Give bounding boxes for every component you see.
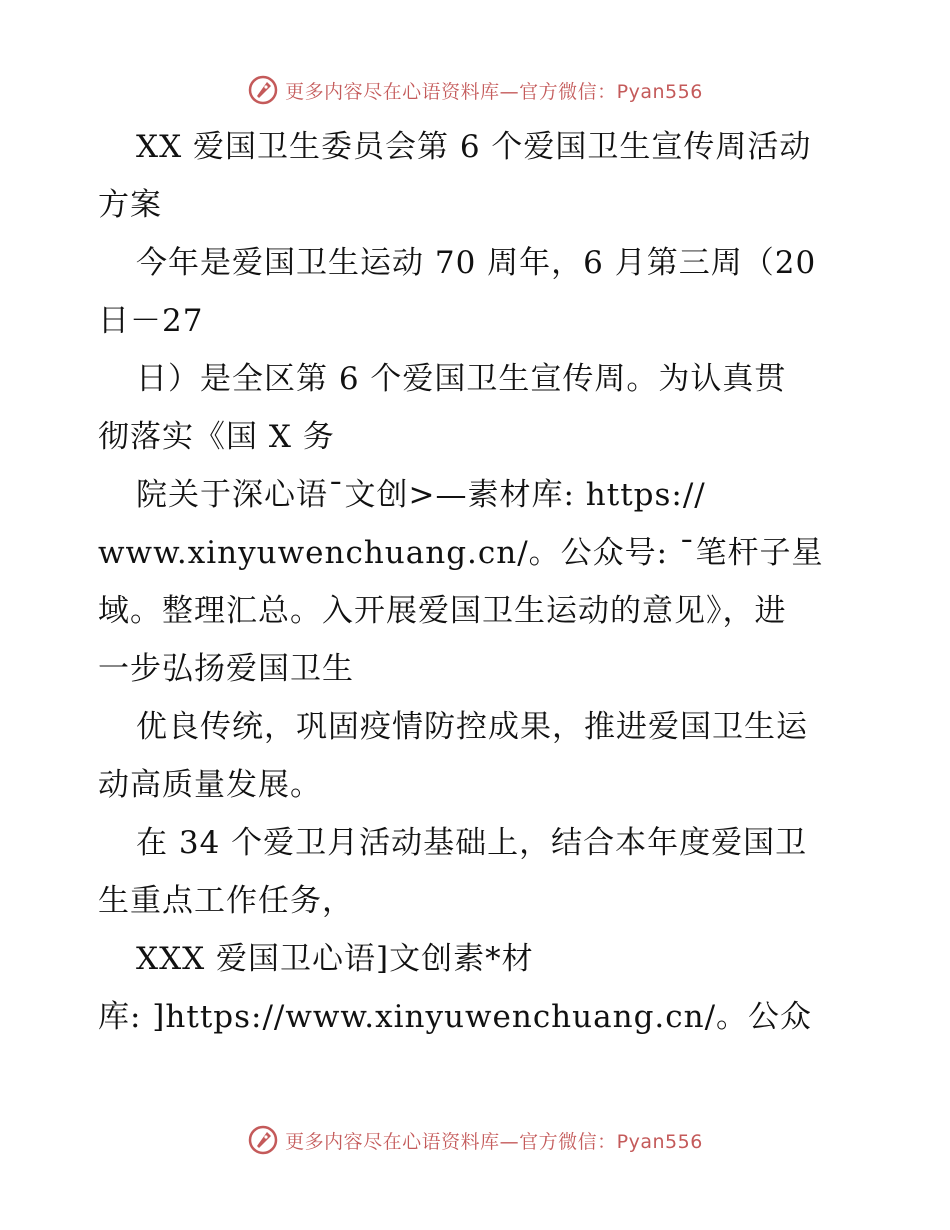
watermark-text: 更多内容尽在心语资料库—官方微信：Pyan556 — [285, 80, 703, 103]
footer-watermark — [0, 1120, 950, 1160]
text-line: 库: ]https://www.xinyuwenchuang.cn/。公众 — [98, 999, 813, 1035]
text-line: 动高质量发展。 — [98, 767, 322, 803]
header-watermark — [0, 70, 950, 110]
text-line: XXX 爱国卫心语]文创素*材 — [136, 941, 534, 977]
text-line: 优良传统，巩固疫情防控成果，推进爱国卫生运 — [136, 709, 808, 745]
text-line: www.xinyuwenchuang.cn/。公众号: ¯笔杆子星 — [98, 535, 824, 571]
text-line: XX 爱国卫生委员会第 6 个爱国卫生宣传周活动 — [136, 129, 812, 165]
text-line: 生重点工作任务， — [98, 883, 354, 919]
pen-nib-logo-icon — [247, 74, 279, 106]
document-body — [98, 118, 858, 1046]
text-line: 院关于深心语¯文创>—素材库: https:// — [136, 477, 706, 513]
text-line: 在 34 个爱卫月活动基础上，结合本年度爱国卫 — [136, 825, 808, 861]
text-line: 彻落实《国 X 务 — [98, 419, 335, 455]
text-line: 一步弘扬爱国卫生 — [98, 651, 354, 687]
pen-nib-logo-icon — [247, 1124, 279, 1156]
text-line: 域。整理汇总。入开展爱国卫生运动的意见》，进 — [98, 593, 787, 629]
text-line: 方案 — [98, 187, 162, 223]
text-line: 今年是爱国卫生运动 70 周年，6 月第三周（20 — [136, 245, 817, 281]
watermark-text: 更多内容尽在心语资料库—官方微信：Pyan556 — [285, 1130, 703, 1153]
text-line: 日－27 — [98, 303, 204, 339]
text-line: 日）是全区第 6 个爱国卫生宣传周。为认真贯 — [136, 361, 787, 397]
